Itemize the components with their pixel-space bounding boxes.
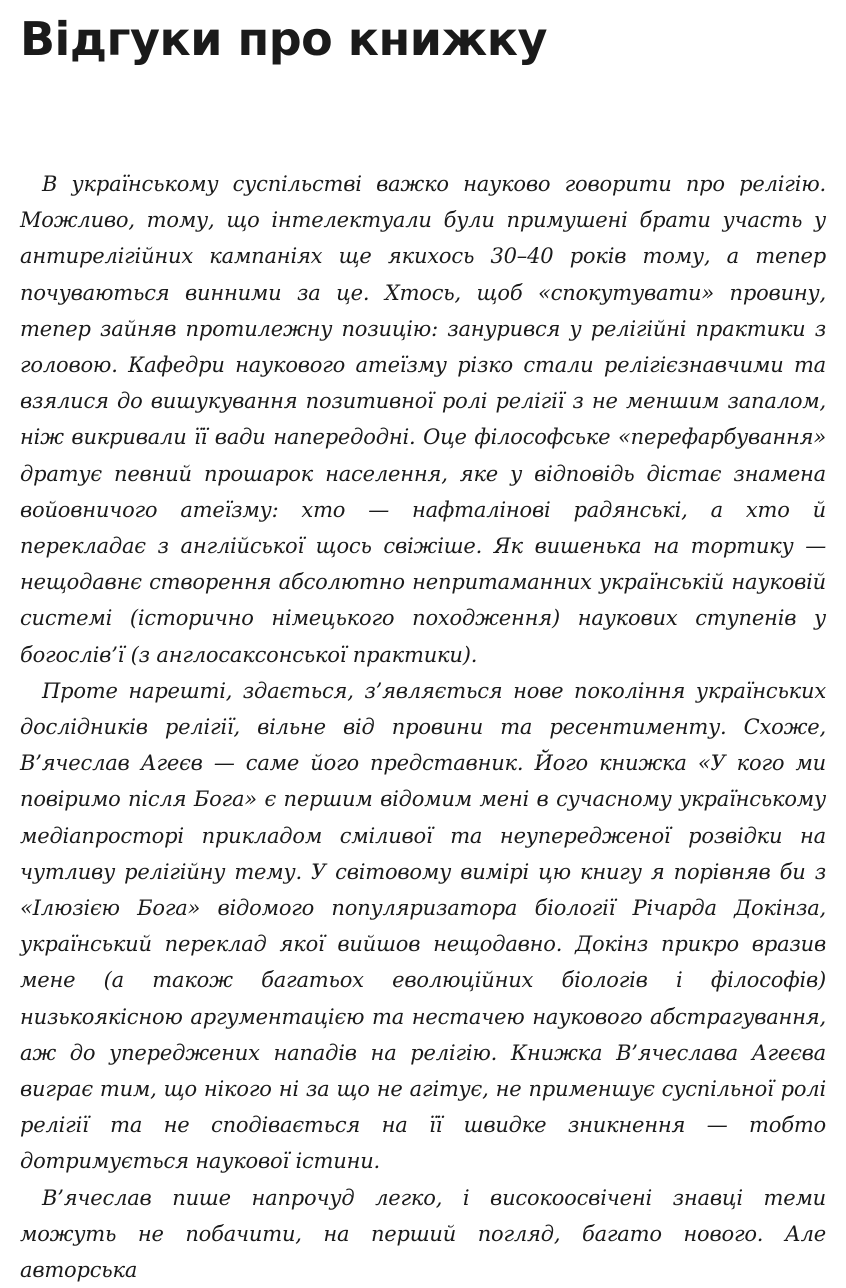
review-paragraph-1: В українському суспільстві важко науково говорити про релігію. Можливо, тому, що інтелектуали були примушені брати участь у антирелігійних кампаніях ще якихось 30–40 років тому, а тепер почуваються винними за це. Хтось, щоб «спокутувати» провину, тепер зайняв протилежну позицію: занурився у релігійні практики з головою. Кафедри наукового атеїзму різко стали релігієзнавчими та взялися до вишукування позитивної ролі релігії з не меншим запалом, ніж викривали її вади напередодні. Оце філософське «перефарбування» дратує певний прошарок населення, яке у відповідь дістає знамена войовничого атеїзму: хто — нафталінові радянські, а хто й перекладає з англійської щось свіжіше. Як вишенька на тортику — нещодавнє створення абсолютно непритаманних українській науковій системі (історично німецького походження) наукових ступенів у богослів’ї (з англосаксонської практики). xyxy=(20,172,826,667)
review-paragraph-3: В’ячеслав пише напрочуд легко, і високоосвічені знавці теми можуть не побачити, на перший погляд, багато нового. Але авторська xyxy=(20,1185,826,1283)
review-paragraph-2: Проте нарешті, здається, з’являється нове покоління українських дослідників релігії, вільне від провини та ресентименту. Схоже, В’ячеслав Агеєв — саме його представник. Його книжка «У кого ми повіримо після Бога» є першим відомим мені в сучасному українському медіапросторі прикладом сміливої та неупередженої розвідки на чутливу релігійну тему. У світовому вимірі цю книгу я порівняв би з «Ілюзією Бога» відомого популяризатора біології Річарда Докінза, український переклад якої вийшов нещодавно. Докінз прикро вразив мене (а також багатьох еволюційних біологів і філософів) низькоякісною аргументацією та нестачею наукового абстрагування, аж до упереджених нападів на релігію. Книжка В’ячеслава Агеєва виграє тим, що нікого ні за що не агітує, не применшує суспільної ролі релігії та не сподівається на її швидке зникнення — тобто дотримується наукової істини. xyxy=(20,678,826,1174)
review-body xyxy=(20,166,826,1288)
page-title: Відгуки про книжку xyxy=(20,12,548,66)
